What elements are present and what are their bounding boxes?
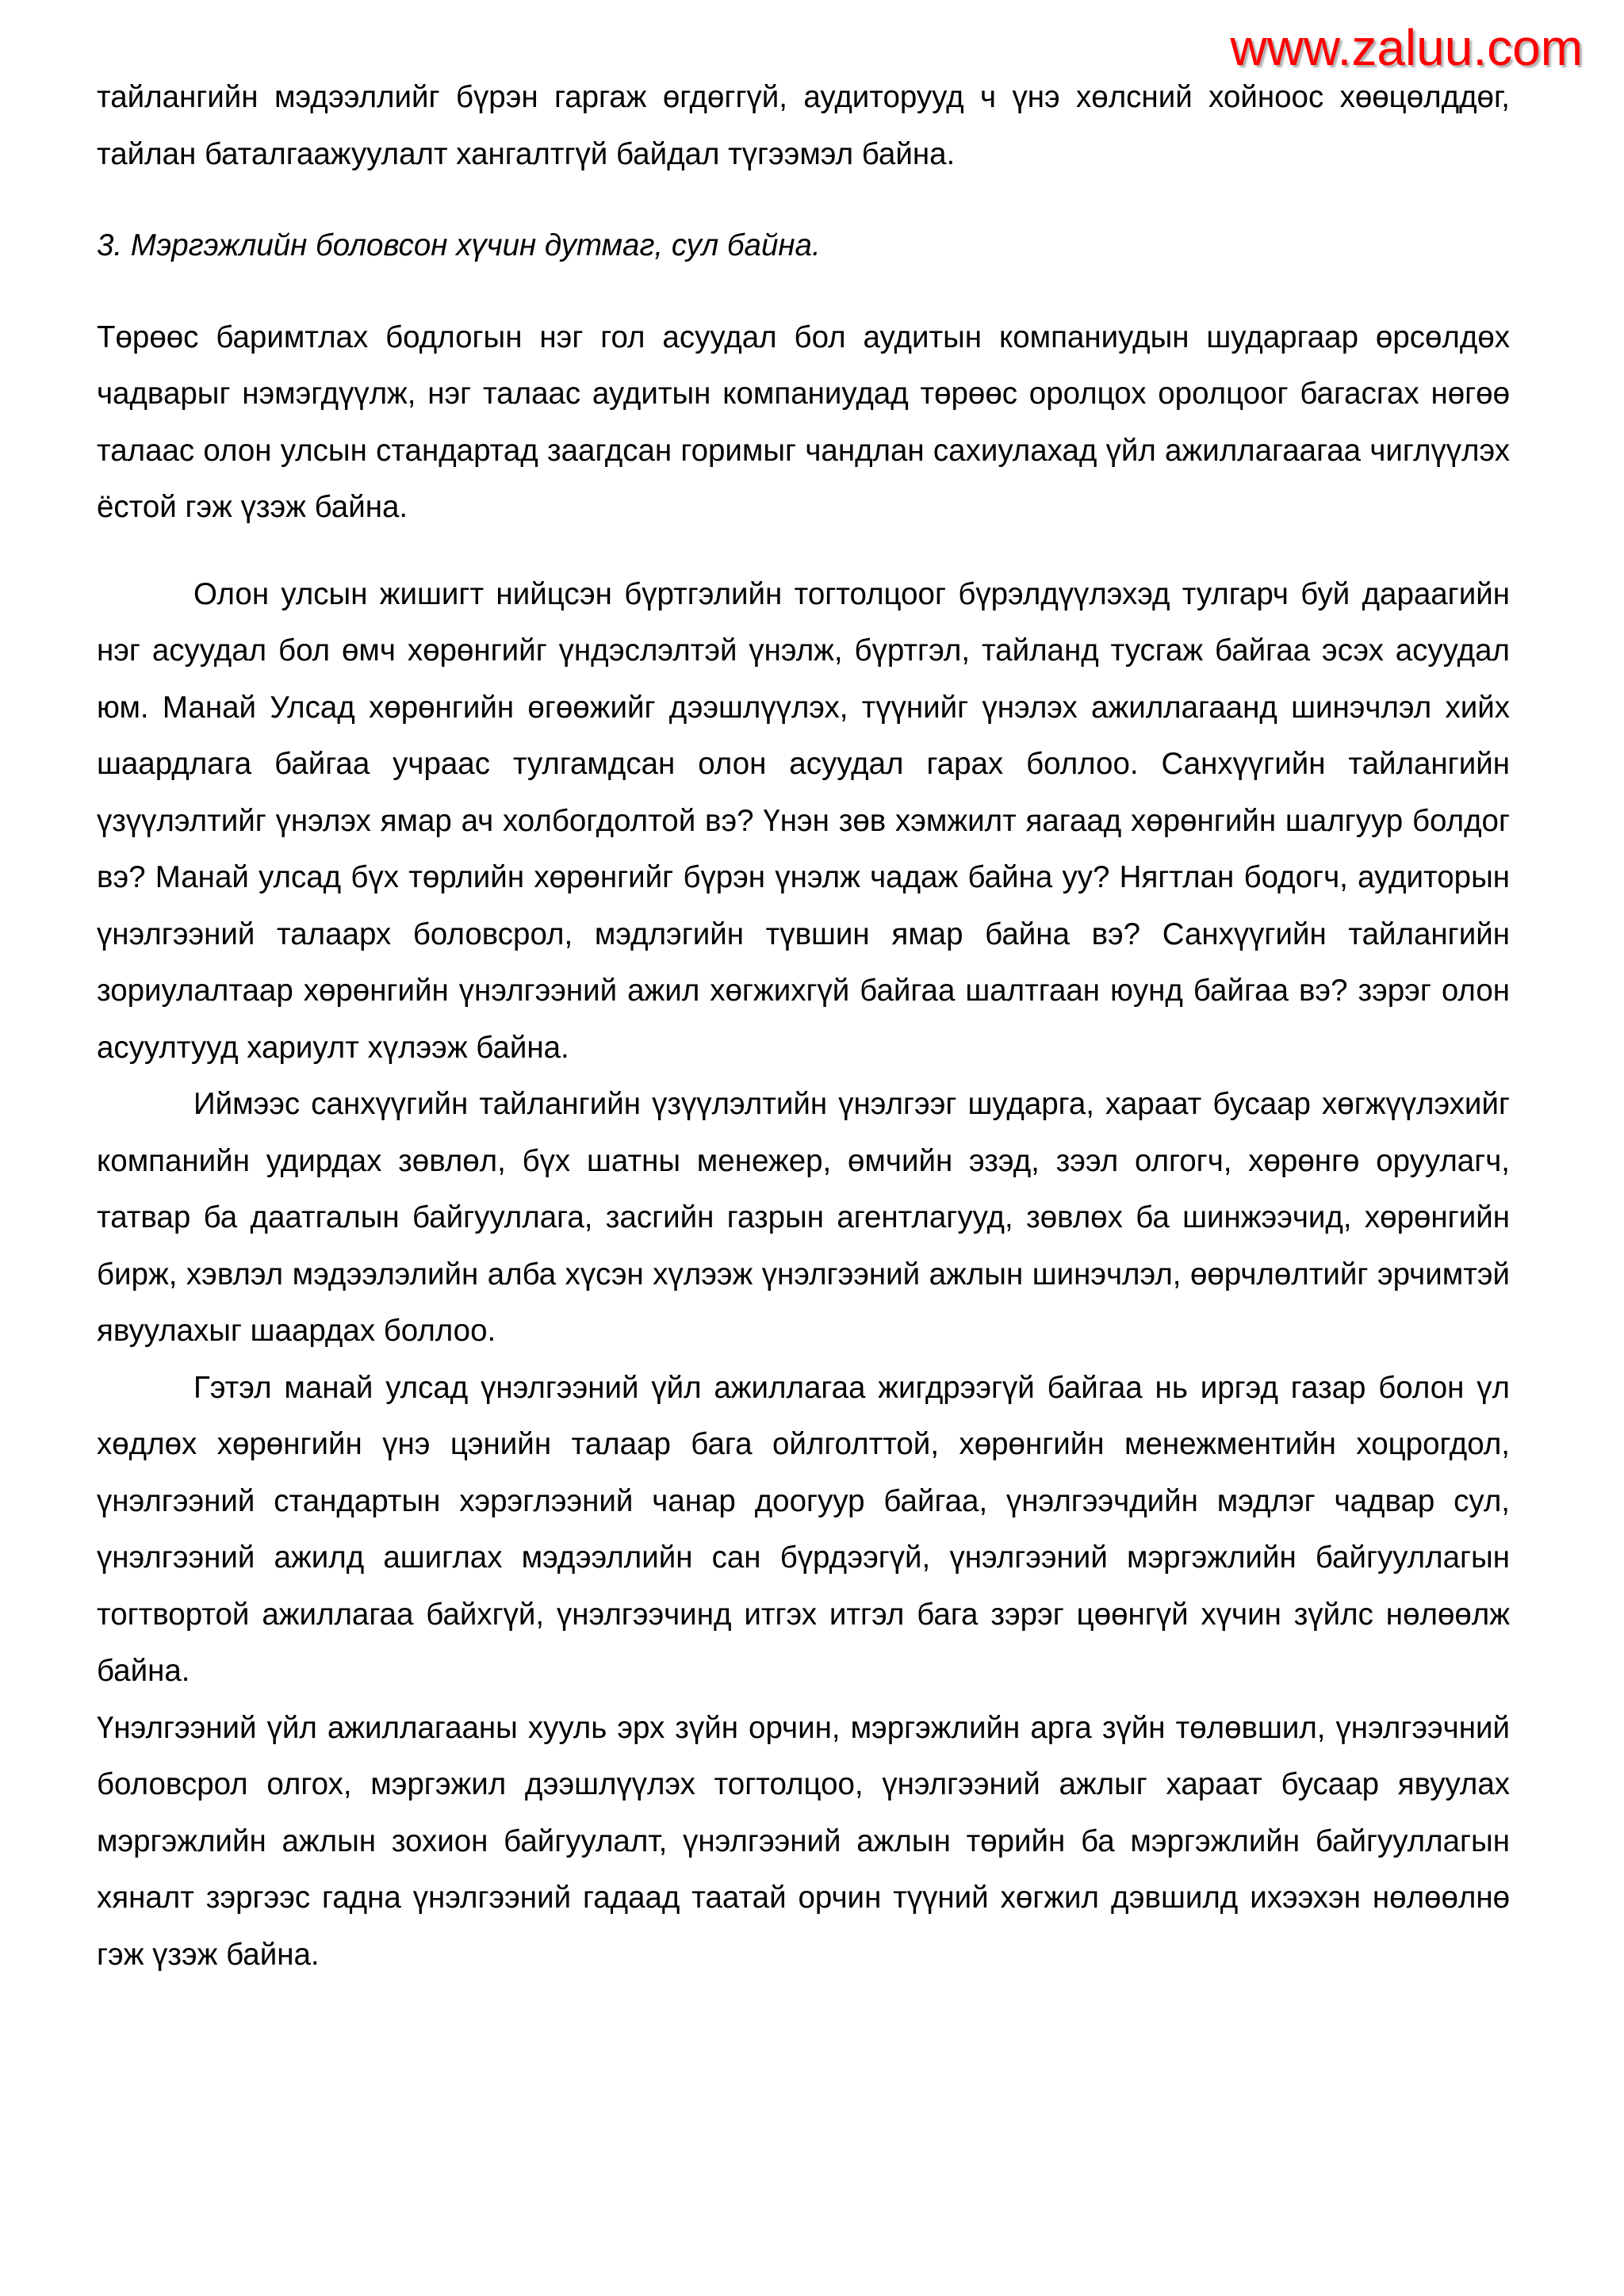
paragraph-policy: Төрөөс баримтлах бодлогын нэг гол асуудал бол аудитын компаниудын шударгаар өрсөлдөх чадварыг нэмэгдүүлж, нэг талаас аудитын компаниудад төрөөс оролцох оролцоог багасгах нөгөө талаас олон улсын стандартад заагдсан горимыг чандлан сахиулахад үйл ажиллагаагаа чиглүүлэх ёстой гэж үзэж байна. (97, 320, 1510, 524)
section-heading: 3. Мэргэжлийн боловсон хүчин дутмаг, сул байна. (97, 228, 821, 262)
site-watermark: www.zaluu.com (1230, 19, 1583, 76)
paragraph-continuation: тайлангийн мэдээллийг бүрэн гаргаж өгдөггүй, аудиторууд ч үнэ хөлсний хойноос хөөцөлддөг, тайлан баталгаажуулалт хангалтгүй байдал түгээмэл байна. (97, 80, 1510, 171)
paragraph-legal-environment: Үнэлгээний үйл ажиллагааны хууль эрх зүйн орчин, мэргэжлийн арга зүйн төлөвшил, үнэлгээчний боловсрол олгох, мэргэжил дээшлүүлэх тогтолцоо, үнэлгээний ажлыг хараат бусаар явуулах мэргэжлийн ажлын зохион байгуулалт, үнэлгээний ажлын төрийн ба мэргэжлийн байгууллагын хяналт зэргээс гадна үнэлгээний гадаад таатай орчин түүний хөгжил дэвшилд ихээхэн нөлөөлнө гэж үзэж байна. (97, 1710, 1510, 1972)
document-body (97, 69, 1510, 1983)
paragraph-reform-demand: Иймээс санхүүгийн тайлангийн үзүүлэлтийн үнэлгээг шударга, хараат бусаар хөгжүүлэхийг компанийн удирдах зөвлөл, бүх шатны менежер, өмчийн эзэд, зээл олгогч, хөрөнгө оруулагч, татвар ба даатгалын байгууллага, засгийн газрын агентлагууд, зөвлөх ба шинжээчид, хөрөнгийн бирж, хэвлэл мэдээлэлийн алба хүсэн хүлээж үнэлгээний ажлын шинэчлэл, өөрчлөлтийг эрчимтэй явуулахыг шаардах боллоо. (97, 1087, 1510, 1348)
paragraph-asset-valuation: Олон улсын жишигт нийцсэн бүртгэлийн тогтолцоог бүрэлдүүлэхэд тулгарч буй дараагийн нэг асуудал бол өмч хөрөнгийг үндэслэлтэй үнэлж, бүртгэл, тайланд тусгаж байгаа эсэх асуудал юм. Манай Улсад хөрөнгийн өгөөжийг дээшлүүлэх, түүнийг үнэлэх ажиллагаанд шинэчлэл хийх шаардлага байгаа учраас тулгамдсан олон асуудал гарах боллоо. Санхүүгийн тайлангийн үзүүлэлтийг үнэлэх ямар ач холбогдолтой вэ? Үнэн зөв хэмжилт яагаад хөрөнгийн шалгуур болдог вэ? Манай улсад бүх төрлийн хөрөнгийг бүрэн үнэлж чадаж байна уу? Нягтлан бодогч, аудиторын үнэлгээний талаарх боловсрол, мэдлэгийн түвшин ямар байна вэ? Санхүүгийн тайлангийн зориулалтаар хөрөнгийн үнэлгээний ажил хөгжихгүй байгаа шалтгаан юунд байгаа вэ? зэрэг олон асуултууд хариулт хүлээж байна. (97, 576, 1510, 1065)
paragraph-valuation-issues: Гэтэл манай улсад үнэлгээний үйл ажиллагаа жигдрээгүй байгаа нь иргэд газар болон үл хөдлөх хөрөнгийн үнэ цэнийн талаар бага ойлголттой, хөрөнгийн менежментийн хоцрогдол, үнэлгээний стандартын хэрэглээний чанар доогуур байгаа, үнэлгээчдийн мэдлэг чадвар сул, үнэлгээний ажилд ашиглах мэдээллийн сан бүрдээгүй, үнэлгээний мэргэжлийн байгууллагын тогтвортой ажиллагаа байхгүй, үнэлгээчинд итгэх итгэл бага зэрэг цөөнгүй хүчин зүйлс нөлөөлж байна. (97, 1370, 1510, 1688)
